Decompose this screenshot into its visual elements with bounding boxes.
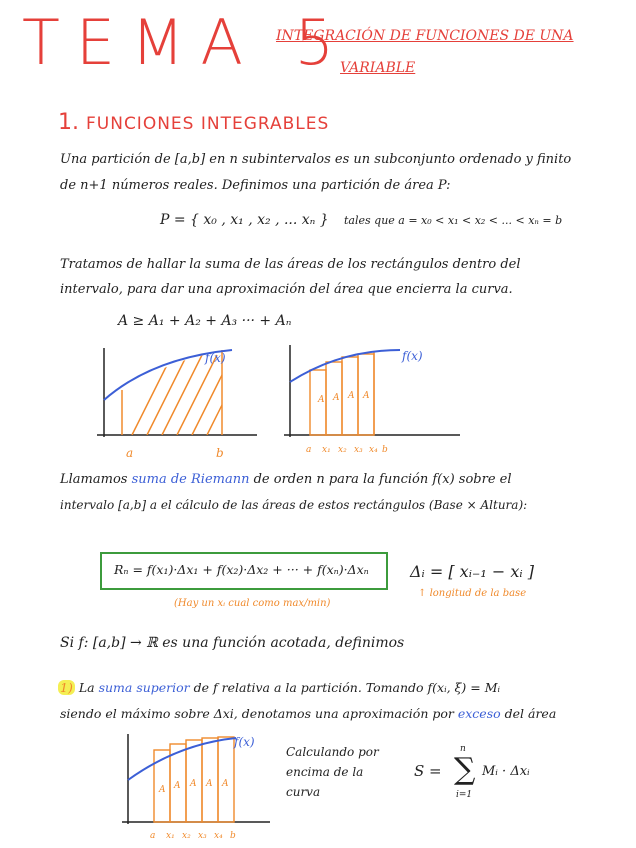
riemann-post: de orden n para la función f(x) sobre el xyxy=(253,472,512,487)
upper-mid: de f relativa a la partición. Tomando f(xᵢ, ξ) = Mᵢ xyxy=(193,680,501,695)
sum-top: n xyxy=(460,744,466,754)
upper-line1 xyxy=(58,680,500,695)
riemann-formula: Rₙ = f(x₁)·Δx₁ + f(x₂)·Δx₂ + ··· + f(xₙ)·Δxₙ xyxy=(114,562,369,577)
graph2-tick-label: x₃ xyxy=(354,445,363,455)
graph3-fx-label: f(x) xyxy=(234,735,255,749)
sum-symbol: ∑ xyxy=(454,752,476,787)
section-number: 1. xyxy=(58,110,79,135)
topic-title-line2: VARIABLE xyxy=(340,60,416,76)
graph2-tick-label: b xyxy=(382,445,388,455)
graph2-tick-label: a xyxy=(306,445,312,455)
graph2-rect-label: A xyxy=(363,391,370,401)
para1-line1: Una partición de [a,b] en n subintervalos es un subconjunto ordenado y finito xyxy=(60,152,572,167)
graph-rectangles xyxy=(280,340,470,465)
upper-line2-post: del área xyxy=(504,706,557,721)
upper-term: suma superior xyxy=(98,680,190,695)
tema-title: TEMA 5 xyxy=(22,6,351,79)
para1-line2: de n+1 números reales. Definimos una partición de área P: xyxy=(60,178,451,193)
sum-bottom: i=1 xyxy=(456,790,473,800)
note-values: (Hay un xᵢ cual como max/min) xyxy=(174,598,331,609)
delta-note: longitud de la base xyxy=(429,588,527,599)
riemann-pre: Llamamos xyxy=(60,472,128,487)
graph3-rect-label: A xyxy=(190,779,197,789)
riemann-term: suma de Riemann xyxy=(131,472,250,487)
graph3-tick-label: a xyxy=(150,831,156,841)
hatched-area xyxy=(132,355,247,435)
riemann-line2: intervalo [a,b] a el cálculo de las áreas de estos rectángulos (Base × Altura): xyxy=(60,498,528,512)
graph3-rect-label: A xyxy=(159,785,166,795)
riemann-line1 xyxy=(60,472,512,487)
upper-line2 xyxy=(60,706,556,721)
area-inequality: A ≥ A₁ + A₂ + A₃ ··· + Aₙ xyxy=(118,313,292,329)
calc-note-line1: Calculando por xyxy=(286,745,379,759)
graph2-fx-label: f(x) xyxy=(402,349,423,363)
graph3-tick-label: x₄ xyxy=(214,831,223,841)
graph3-tick-label: x₁ xyxy=(166,831,175,841)
sum-body: Mᵢ · Δxᵢ xyxy=(482,764,530,779)
graph3-rect-label: A xyxy=(206,779,213,789)
graph2-rect-label: A xyxy=(318,395,325,405)
partition-condition: tales que a = x₀ < x₁ < x₂ < ... < xₙ = b xyxy=(344,214,563,227)
section-heading xyxy=(58,110,329,135)
graph2-tick-label: x₄ xyxy=(369,445,378,455)
graph-upper-sum xyxy=(118,730,278,842)
graph3-rect-label: A xyxy=(222,779,229,789)
graph3-rect-label: A xyxy=(174,781,181,791)
item-marker: 1) xyxy=(60,680,73,695)
bounded-statement: Si f: [a,b] → ℝ es una función acotada, definimos xyxy=(60,635,405,651)
calc-note-line3: curva xyxy=(286,785,321,799)
calc-note xyxy=(286,742,379,802)
graph2-rect-label: A xyxy=(348,391,355,401)
graph1-a-label: a xyxy=(126,446,134,460)
topic-title-line1: INTEGRACIÓN DE FUNCIONES DE UNA xyxy=(276,28,574,44)
upper-term2: exceso xyxy=(457,706,501,721)
sum-lhs: S = xyxy=(414,762,442,780)
delta-arrow: ↑ longitud de la base xyxy=(418,588,527,599)
partition-set: P = { x₀ , x₁ , x₂ , ... xₙ } xyxy=(160,212,329,228)
upper-pre: La xyxy=(78,680,95,695)
calc-note-line2: encima de la xyxy=(286,765,364,779)
riemann-formula-box xyxy=(100,552,388,590)
graph3-tick-label: b xyxy=(230,831,236,841)
para2-line1: Tratamos de hallar la suma de las áreas de los rectángulos dentro del xyxy=(60,257,521,272)
curve xyxy=(290,350,400,382)
upper-line2-pre: siendo el máximo sobre Δxi, denotamos una aproximación por xyxy=(60,706,454,721)
graph3-tick-label: x₂ xyxy=(182,831,191,841)
para2-line2: intervalo, para dar una aproximación del área que encierra la curva. xyxy=(60,282,513,297)
graph1-b-label: b xyxy=(216,446,224,460)
graph2-rect-label: A xyxy=(333,393,340,403)
delta-formula: Δᵢ = [ xᵢ₋₁ − xᵢ ] xyxy=(410,562,534,581)
graph3-tick-label: x₃ xyxy=(198,831,207,841)
graph1-fx-label: f(x) xyxy=(205,351,226,365)
graph2-tick-label: x₁ xyxy=(322,445,331,455)
section-title: FUNCIONES INTEGRABLES xyxy=(86,114,330,134)
graph2-tick-label: x₂ xyxy=(338,445,347,455)
graph-area-hatched xyxy=(92,340,272,465)
